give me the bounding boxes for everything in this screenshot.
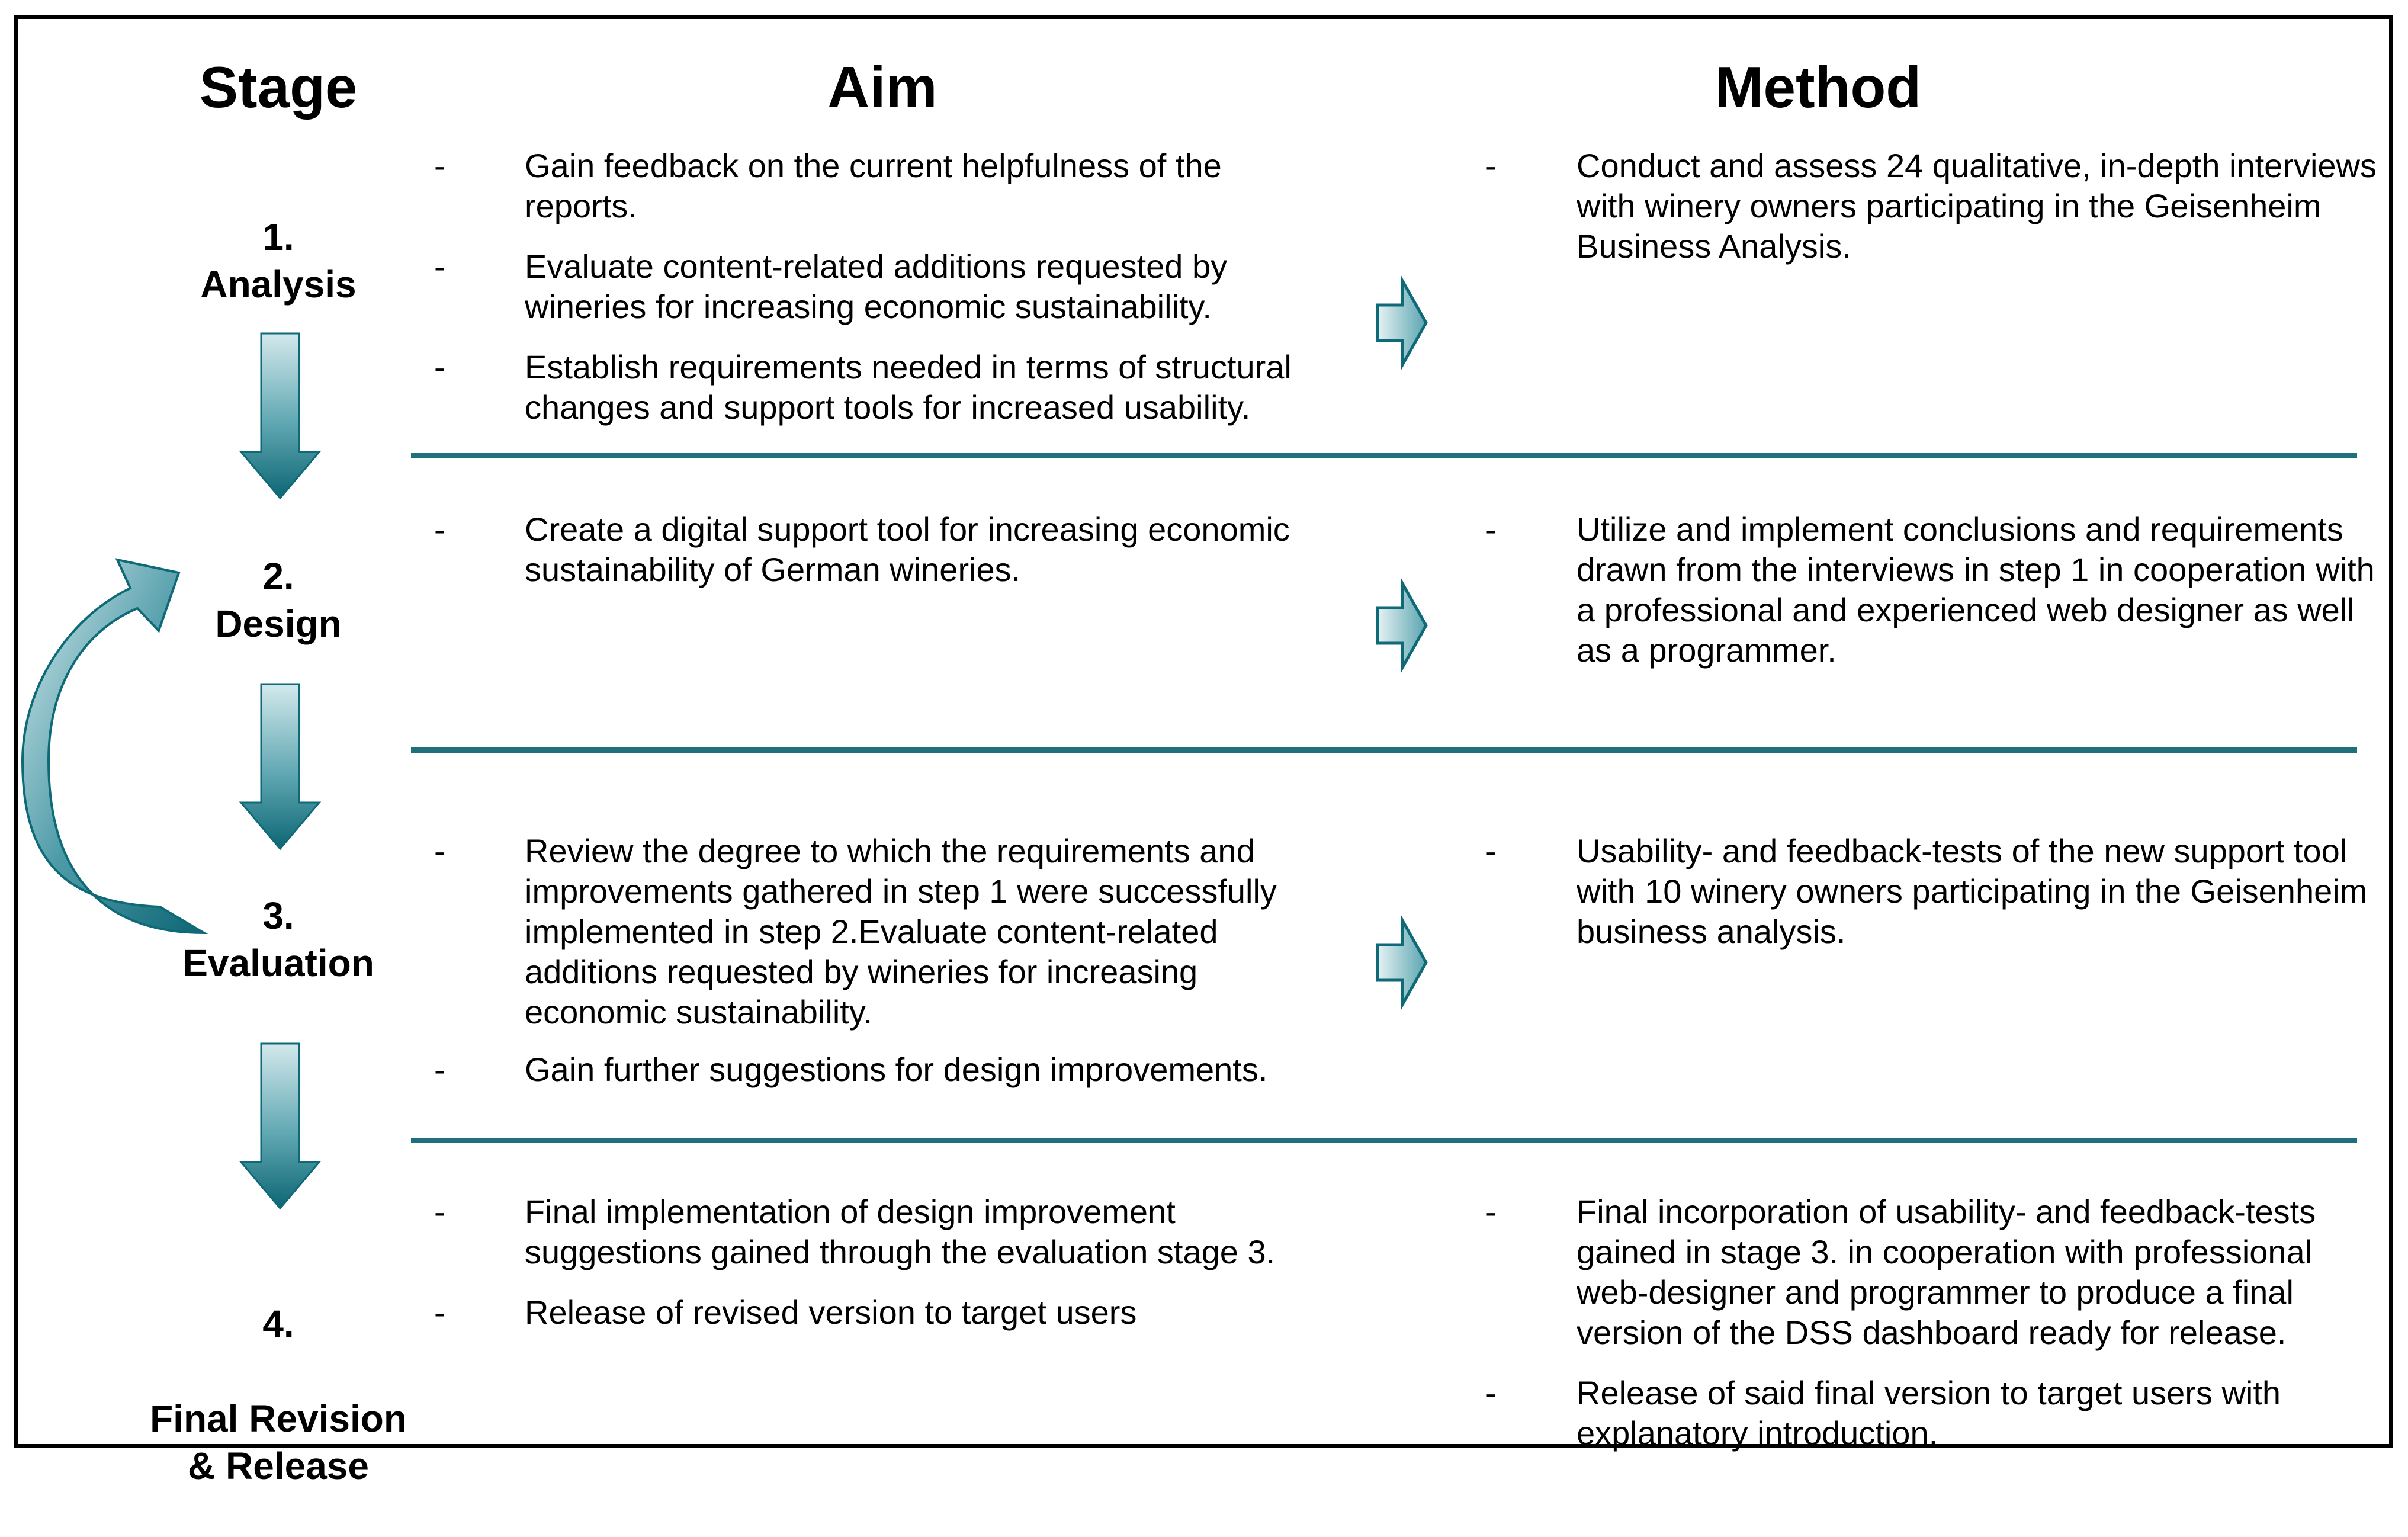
down-arrow-icon xyxy=(239,684,322,850)
bullet-dash: - xyxy=(434,147,445,184)
row-separator xyxy=(411,1138,2357,1143)
bullet-dash: - xyxy=(434,511,445,548)
header-method: Method xyxy=(1715,54,1922,120)
stage-4-number: 4. xyxy=(262,1302,294,1345)
bullet-dash: - xyxy=(434,1051,445,1088)
right-arrow-icon xyxy=(1375,918,1428,1007)
loop-back-arrow-icon xyxy=(18,560,190,933)
stage-1 xyxy=(101,213,456,308)
stage-3-number: 3. xyxy=(262,894,294,937)
aim-3-1: Review the degree to which the requirements and improvements gathered in step 1 were successfully implemented in step 2.Evaluate content-related additions requested by wineries for increasing economic sustainability. xyxy=(525,832,1277,1031)
stage-4 xyxy=(101,1253,456,1537)
method-4-2: Release of said final version to target users with explanatory introduction. xyxy=(1577,1374,2281,1452)
bullet-dash: - xyxy=(434,1193,445,1230)
bullet-dash: - xyxy=(1485,147,1497,184)
bullet-dash: - xyxy=(1485,511,1497,548)
bullet-dash: - xyxy=(1485,1374,1497,1411)
aim-1-2: Evaluate content-related additions requested by wineries for increasing economic sustainability. xyxy=(525,248,1228,325)
aim-1-3: Establish requirements needed in terms of structural changes and support tools for increased usability. xyxy=(525,348,1292,426)
aim-4-1: Final implementation of design improvement suggestions gained through the evaluation stage 3. xyxy=(525,1193,1276,1270)
bullet-dash: - xyxy=(1485,832,1497,869)
bullet-dash: - xyxy=(434,248,445,285)
right-arrow-icon xyxy=(1375,278,1428,367)
method-1-1: Conduct and assess 24 qualitative, in-depth interviews with winery owners participating in the Geisenheim Business Analysis. xyxy=(1577,147,2377,265)
method-3-1: Usability- and feedback-tests of the new support tool with 10 winery owners participating in the Geisenheim business analysis. xyxy=(1577,832,2368,950)
method-4-1: Final incorporation of usability- and feedback-tests gained in stage 3. in cooperation with professional web-designer and programmer to produce a final version of the DSS dashboard ready for release. xyxy=(1577,1193,2316,1351)
bullet-dash: - xyxy=(434,348,445,386)
stage-2-number: 2. xyxy=(262,555,294,598)
method-2-1: Utilize and implement conclusions and requirements drawn from the interviews in step 1 in cooperation with a professional and experienced web designer as well as a programmer. xyxy=(1577,511,2375,669)
bullet-dash: - xyxy=(434,832,445,869)
down-arrow-icon xyxy=(239,1044,322,1209)
down-arrow-icon xyxy=(239,333,322,499)
bullet-dash: - xyxy=(434,1294,445,1331)
right-arrow-icon xyxy=(1375,581,1428,670)
stage-3-name: Evaluation xyxy=(182,942,374,984)
aim-2-1: Create a digital support tool for increasing economic sustainability of German wineries. xyxy=(525,511,1290,588)
bullet-dash: - xyxy=(1485,1193,1497,1230)
aim-4-2: Release of revised version to target users xyxy=(525,1294,1137,1331)
aim-1-1: Gain feedback on the current helpfulness of the reports. xyxy=(525,147,1222,224)
aim-3-2: Gain further suggestions for design improvements. xyxy=(525,1051,1268,1088)
row-separator xyxy=(411,747,2357,753)
header-stage: Stage xyxy=(199,54,358,120)
stage-4-name: Final Revision & Release xyxy=(150,1397,407,1487)
stage-1-number: 1. xyxy=(262,216,294,258)
row-separator xyxy=(411,453,2357,458)
header-aim: Aim xyxy=(827,54,937,120)
stage-2-name: Design xyxy=(215,602,342,645)
stage-1-name: Analysis xyxy=(200,263,357,306)
